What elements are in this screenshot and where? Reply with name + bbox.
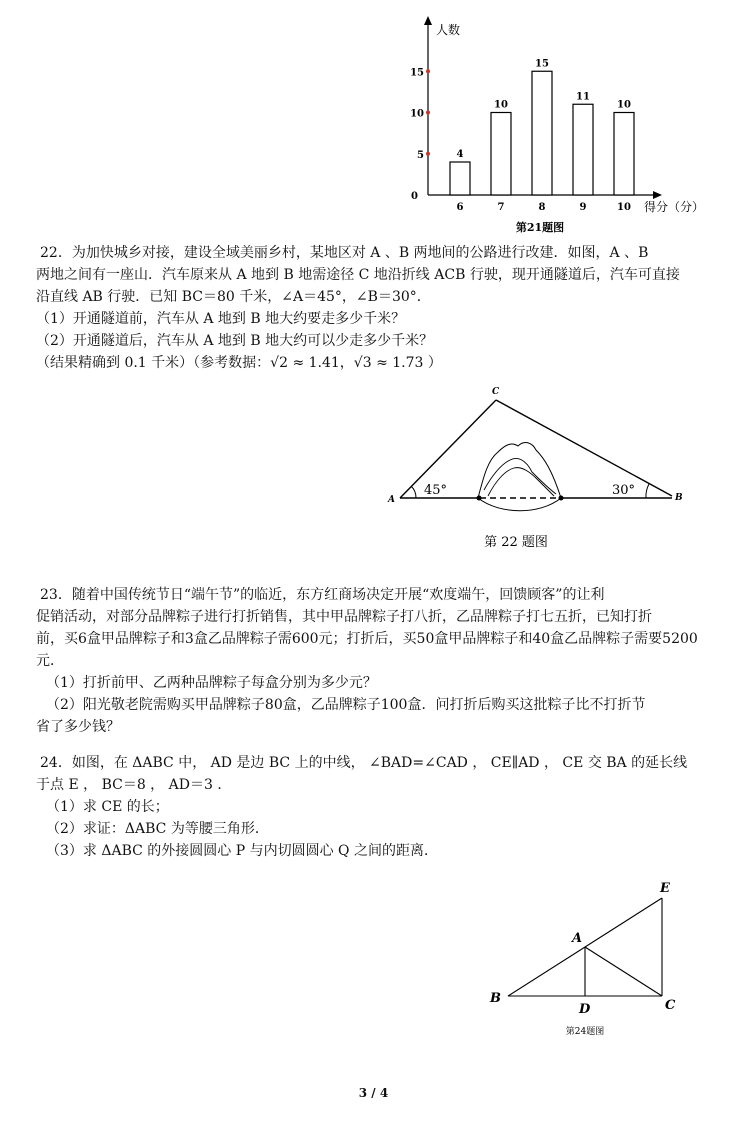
q24-sub2: （2）求证：ΔABC 为等腰三角形． — [46, 821, 269, 837]
segment-ac — [585, 947, 662, 996]
q24-sub3: （3）求 ΔABC 的外接圆圆心 P 与内切圆圆心 Q 之间的距离． — [46, 843, 438, 859]
side-cb — [496, 400, 672, 496]
q22-line3: 沿直线 AB 行驶．已知 BC＝80 千米，∠A＝45°，∠B＝30°． — [36, 289, 431, 305]
q22-sub2: （2）开通隧道后，汽车从 A 地到 B 地大约可以少走多少千米？ — [36, 333, 434, 349]
bar-value-label: 15 — [535, 58, 549, 70]
x-tick-label: 8 — [538, 202, 546, 213]
bar-value-label: 4 — [456, 149, 464, 160]
y-axis-label: 人数 — [436, 23, 461, 37]
y-tick-label: 5 — [417, 149, 424, 161]
angle-b-label: 30° — [612, 483, 636, 498]
figure-24-caption: 第24题图 — [565, 1027, 605, 1037]
q24-sub1: （1）求 CE 的长； — [46, 799, 169, 815]
y-axis-arrow — [424, 16, 432, 25]
angle-a-label: 45° — [424, 483, 448, 498]
angle-b-arc — [646, 484, 649, 498]
point-c-label: C — [665, 998, 676, 1013]
point-a-label: A — [388, 495, 395, 505]
x-axis-label: 得分（分） — [644, 200, 705, 214]
point-b-label: B — [675, 493, 683, 503]
origin-label: 0 — [411, 191, 418, 202]
y-tick-mark — [426, 152, 430, 156]
bar-value-label: 11 — [576, 91, 590, 103]
q24-line2: 于点 E ， BC＝8 ， AD＝3 ． — [36, 777, 232, 793]
point-c-label: C — [492, 387, 500, 397]
x-tick-label: 9 — [579, 202, 587, 213]
q22-note: （结果精确到 0.1 千米）（参考数据：√2 ≈ 1.41，√3 ≈ 1.73 ） — [36, 355, 442, 371]
bar-value-label: 10 — [494, 99, 508, 111]
y-tick-mark — [426, 111, 430, 115]
bar-7 — [491, 113, 511, 196]
q23-line2: 促销活动，对部分品牌粽子进行打折销售，其中甲品牌粽子打八折，乙品牌粽子打七五折，已知打折 — [36, 609, 652, 625]
figure-22 — [380, 380, 690, 560]
point-a-label: A — [572, 931, 583, 946]
point-e-label: E — [660, 881, 670, 896]
x-axis-arrow — [653, 191, 662, 199]
bar-10 — [614, 113, 634, 196]
y-tick-label: 10 — [410, 108, 424, 120]
x-tick-label: 6 — [456, 202, 464, 213]
page-number: 3 / 4 — [358, 1086, 389, 1100]
q23-line4: 元． — [36, 653, 64, 669]
bar-value-label: 10 — [617, 99, 631, 111]
mountain-base — [478, 498, 561, 511]
point-b-label: B — [490, 991, 501, 1006]
q24-line1: 24．如图，在 ΔABC 中， AD 是边 BC 上的中线， ∠BAD=∠CAD ， CE∥AD ， CE 交 BA 的延长线 — [40, 755, 688, 771]
q23-sub2b: 省了多少钱？ — [36, 719, 120, 735]
x-tick-label: 10 — [617, 202, 631, 213]
x-tick-label: 7 — [497, 202, 505, 213]
q23-sub2a: （2）阳光敬老院需购买甲品牌粽子80盒，乙品牌粽子100盒．问打折后购买这批粽子比不打折节 — [46, 697, 646, 713]
q23-line3: 前，买6盒甲品牌粽子和3盒乙品牌粽子需600元；打折后，买50盒甲品牌粽子和40盒乙品牌粽子需要5200 — [36, 631, 698, 647]
q22-line1: 22．为加快城乡对接，建设全域美丽乡村，某地区对 A 、B 两地间的公路进行改建．如图，A 、B — [40, 245, 649, 261]
figure-24 — [480, 876, 690, 1046]
q23-sub1: （1）打折前甲、乙两种品牌粽子每盒分别为多少元？ — [46, 675, 377, 691]
bar-8 — [532, 71, 552, 195]
q22-sub1: （1）开通隧道前，汽车从 A 地到 B 地大约要走多少千米？ — [36, 311, 406, 327]
bar-9 — [573, 104, 593, 195]
q23-line1: 23．随着中国传统节日“端午节”的临近，东方红商场决定开展“欢度端午，回馈顾客”的让利 — [40, 587, 605, 603]
mountain-ridge-2 — [488, 468, 554, 496]
q22-line2: 两地之间有一座山．汽车原来从 A 地到 B 地需途径 C 地沿折线 ACB 行驶，现开通隧道后，汽车可直接 — [36, 267, 680, 283]
bar-chart — [400, 10, 720, 235]
mountain-ridge-1 — [484, 459, 556, 495]
point-d-label: D — [579, 1002, 591, 1017]
bar-6 — [450, 162, 470, 195]
y-tick-mark — [426, 69, 430, 73]
mountain — [478, 443, 561, 498]
y-tick-label: 15 — [410, 67, 424, 79]
figure-22-caption: 第 22 题图 — [484, 535, 548, 550]
angle-a-arc — [411, 486, 416, 498]
chart-caption: 第21题图 — [515, 221, 565, 234]
